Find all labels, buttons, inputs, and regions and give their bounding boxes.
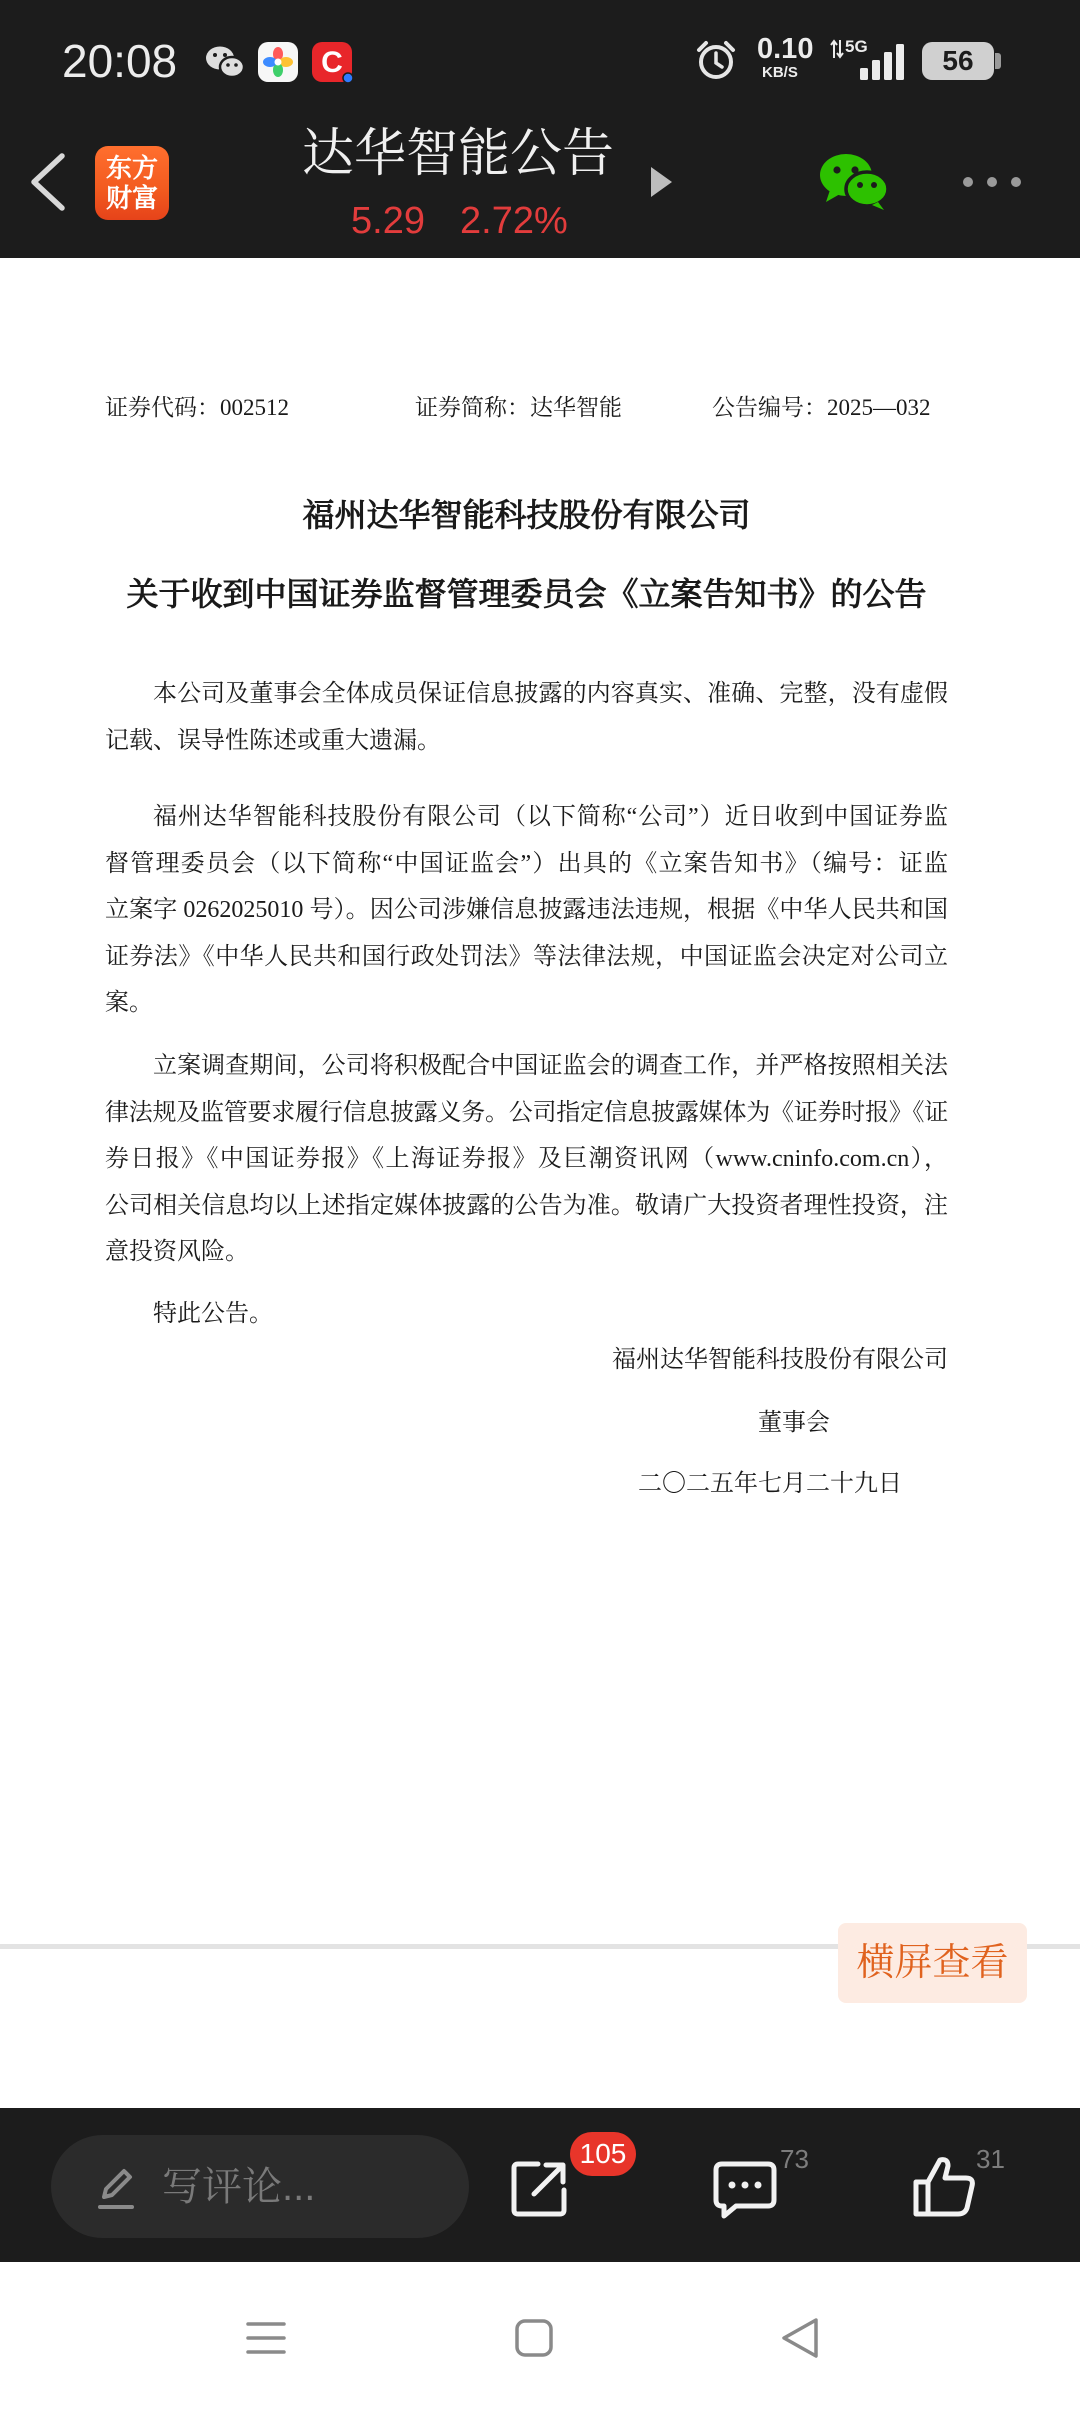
status-time: 20:08 — [62, 35, 178, 87]
securities-code: 证券代码：002512 — [105, 395, 289, 420]
signal-icon — [858, 42, 906, 80]
back-chevron-icon[interactable] — [28, 152, 68, 212]
more-dots-icon[interactable] — [960, 172, 1024, 192]
network-speed: 0.10 — [757, 33, 814, 65]
paragraph-line: 意投资风险。 — [105, 1239, 249, 1266]
notice-paragraph-3 — [105, 1043, 948, 1276]
data-arrows-icon — [830, 38, 844, 60]
app-icon — [258, 42, 298, 82]
paragraph-line: 律法规及监管要求履行信息披露义务。公司指定信息披露媒体为《证券时报》《证 — [105, 1099, 948, 1126]
like-count: 31 — [976, 2144, 1005, 2174]
battery-level: 56 — [942, 45, 974, 76]
c-app-letter: C — [321, 46, 343, 79]
battery-icon — [922, 42, 994, 80]
notice-paragraph-1 — [105, 671, 948, 764]
paragraph-line: 证券法》《中华人民共和国行政处罚法》等法律法规，中国证监会决定对公司立 — [105, 943, 948, 970]
paragraph-line: 立案字 0262025010 号）。因公司涉嫌信息披露违法违规，根据《中华人民共和国 — [105, 897, 948, 924]
paragraph-line: 公司相关信息均以上述指定媒体披露的公告为准。敬请广大投资者理性投资，注 — [105, 1192, 948, 1219]
landscape-view-button[interactable]: 横屏查看 — [838, 1923, 1027, 2003]
paragraph-line: 福州达华智能科技股份有限公司（以下简称“公司”）近日收到中国证券监 — [153, 804, 948, 830]
c-app-icon — [312, 42, 354, 84]
paragraph-line: 案。 — [105, 990, 153, 1017]
paragraph-line: 券日报》《中国证券报》《上海证券报》及巨潮资讯网（www.cninfo.com.cn）， — [105, 1146, 948, 1173]
comment-input[interactable] — [162, 2160, 452, 2214]
notice-number: 公告编号：2025—032 — [712, 395, 931, 420]
back-icon[interactable] — [780, 2316, 820, 2360]
wechat-icon — [205, 44, 245, 80]
top-bar — [0, 0, 1080, 258]
wechat-share-icon[interactable] — [818, 150, 890, 212]
recent-apps-icon[interactable] — [244, 2318, 288, 2358]
paragraph-line: 记载、误导性陈述或重大遗漏。 — [105, 727, 441, 754]
stock-price: 5.29 — [351, 200, 425, 242]
battery-nub — [995, 53, 1001, 69]
closing-line: 特此公告。 — [153, 1301, 273, 1327]
page-title: 达华智能公告 — [301, 125, 614, 183]
securities-short-name: 证券简称：达华智能 — [415, 395, 622, 420]
share-icon[interactable] — [508, 2158, 570, 2220]
signature-company: 福州达华智能科技股份有限公司 — [612, 1347, 948, 1373]
like-icon[interactable] — [912, 2154, 978, 2218]
notice-closing — [105, 1291, 948, 1338]
logo-line-1: 东方 — [105, 153, 158, 183]
network-type: 5G — [845, 37, 868, 56]
company-title: 福州达华智能科技股份有限公司 — [302, 497, 751, 533]
signature-board: 董事会 — [758, 1410, 830, 1436]
comment-count: 73 — [780, 2144, 809, 2174]
eastmoney-logo[interactable] — [95, 146, 169, 220]
stock-change-pct: 2.72% — [460, 200, 568, 242]
alarm-icon — [694, 38, 738, 82]
paragraph-line: 督管理委员会（以下简称“中国证监会”）出具的《立案告知书》（编号：证监 — [105, 850, 948, 877]
paragraph-line: 本公司及董事会全体成员保证信息披露的内容真实、准确、完整，没有虚假 — [153, 681, 948, 707]
paragraph-line: 立案调查期间，公司将积极配合中国证监会的调查工作，并严格按照相关法 — [153, 1053, 948, 1079]
logo-line-2: 财富 — [105, 183, 158, 213]
notice-title: 关于收到中国证券监督管理委员会《立案告知书》的公告 — [126, 576, 927, 612]
signature-date: 二〇二五年七月二十九日 — [638, 1471, 902, 1497]
home-icon[interactable] — [514, 2318, 554, 2358]
comment-icon[interactable] — [712, 2160, 778, 2220]
network-speed-unit: KB/S — [762, 64, 798, 81]
pencil-icon — [96, 2163, 136, 2211]
play-triangle-icon[interactable] — [648, 164, 674, 200]
notice-paragraph-2 — [105, 794, 948, 1027]
share-count-badge: 105 — [570, 2132, 636, 2176]
